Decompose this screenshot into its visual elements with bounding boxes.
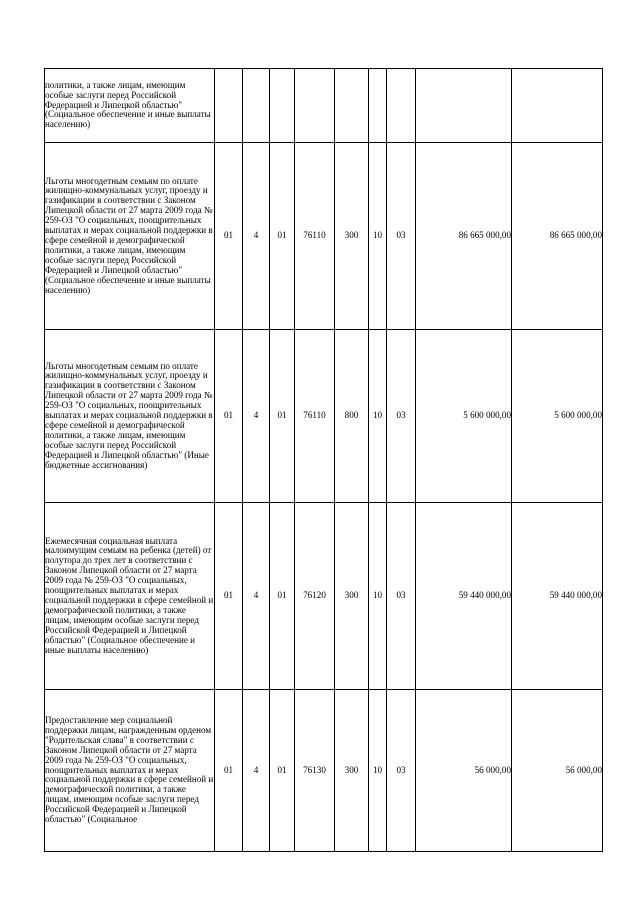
cell-sum-2: 56 000,00 [512, 690, 603, 852]
cell-code-2: 4 [243, 503, 270, 690]
cell-code-1: 01 [215, 503, 243, 690]
table-row [45, 690, 603, 852]
cell-code-2: 4 [243, 143, 270, 330]
cell-sum-1: 56 000,00 [416, 690, 512, 852]
cell-code-1: 01 [215, 143, 243, 330]
table-row [45, 69, 603, 143]
cell-code-5: 800 [335, 330, 369, 503]
budget-table [44, 68, 603, 852]
cell-code-6 [369, 69, 387, 143]
cell-sum-2: 5 600 000,00 [512, 330, 603, 503]
cell-code-7: 03 [387, 503, 416, 690]
cell-code-7: 03 [387, 143, 416, 330]
cell-code-1: 01 [215, 330, 243, 503]
cell-code-4: 76130 [295, 690, 335, 852]
row-name: Предоставление мер социальной поддержки лицам, награжденным орденом "Родительская слава" в соответствии с Законом Липецкой области от 27 марта 2009 года № 259-ОЗ "О социальных, поощрительных выплатах и мерах социальной поддержки в сфере семейной и демографической политики, а также лицам, имеющим особые заслуги перед Российской Федерацией и Липецкой областью" (Социальное [45, 690, 215, 852]
table-body [45, 69, 603, 852]
cell-code-6: 10 [369, 330, 387, 503]
cell-sum-2 [512, 69, 603, 143]
cell-code-3: 01 [270, 690, 295, 852]
cell-code-3: 01 [270, 330, 295, 503]
cell-code-3: 01 [270, 143, 295, 330]
cell-sum-1: 86 665 000,00 [416, 143, 512, 330]
cell-code-2: 4 [243, 690, 270, 852]
cell-code-5: 300 [335, 503, 369, 690]
cell-code-4 [295, 69, 335, 143]
table-row [45, 143, 603, 330]
row-name: Льготы многодетным семьям по оплате жилищно-коммунальных услуг, проезду и газификации в соответствии с Законом Липецкой области от 27 марта 2009 года № 259-ОЗ "О социальных, поощрительных выплатах и мерах социальной поддержки в сфере семейной и демографической политики, а также лицам, имеющим особые заслуги перед Российской Федерацией и Липецкой областью" (Иные бюджетные ассигнования) [45, 330, 215, 503]
cell-sum-1: 5 600 000,00 [416, 330, 512, 503]
cell-code-5: 300 [335, 143, 369, 330]
cell-code-4: 76120 [295, 503, 335, 690]
cell-code-6: 10 [369, 143, 387, 330]
cell-code-2: 4 [243, 330, 270, 503]
cell-code-2 [243, 69, 270, 143]
row-name: политики, а также лицам, имеющим особые заслуги перед Российской Федерацией и Липецкой областью" (Социальное обеспечение и иные выплаты населению) [45, 69, 215, 143]
cell-code-5: 300 [335, 690, 369, 852]
cell-code-7: 03 [387, 690, 416, 852]
cell-code-7: 03 [387, 330, 416, 503]
row-name: Ежемесячная социальная выплата малоимущим семьям на ребенка (детей) от полутора до трех лет в соответствии с Законом Липецкой области от 27 марта 2009 года № 259-ОЗ "О социальных, поощрительных выплатах и мерах социальной поддержки в сфере семейной и демографической политики, а также лицам, имеющим особые заслуги перед Российской Федерацией и Липецкой областью" (Социальное обеспечение и иные выплаты населению) [45, 503, 215, 690]
cell-sum-1: 59 440 000,00 [416, 503, 512, 690]
cell-code-6: 10 [369, 503, 387, 690]
cell-sum-2: 86 665 000,00 [512, 143, 603, 330]
table-row [45, 330, 603, 503]
row-name: Льготы многодетным семьям по оплате жилищно-коммунальных услуг, проезду и газификации в соответствии с Законом Липецкой области от 27 марта 2009 года № 259-ОЗ "О социальных, поощрительных выплатах и мерах социальной поддержки в сфере семейной и демографической политики, а также лицам, имеющим особые заслуги перед Российской Федерацией и Липецкой областью" (Социальное обеспечение и иные выплаты населению) [45, 143, 215, 330]
cell-code-3 [270, 69, 295, 143]
cell-code-6: 10 [369, 690, 387, 852]
cell-code-4: 76110 [295, 330, 335, 503]
cell-sum-1 [416, 69, 512, 143]
cell-code-5 [335, 69, 369, 143]
table-row [45, 503, 603, 690]
cell-code-1 [215, 69, 243, 143]
cell-code-4: 76110 [295, 143, 335, 330]
cell-code-1: 01 [215, 690, 243, 852]
cell-code-3: 01 [270, 503, 295, 690]
cell-code-7 [387, 69, 416, 143]
cell-sum-2: 59 440 000,00 [512, 503, 603, 690]
